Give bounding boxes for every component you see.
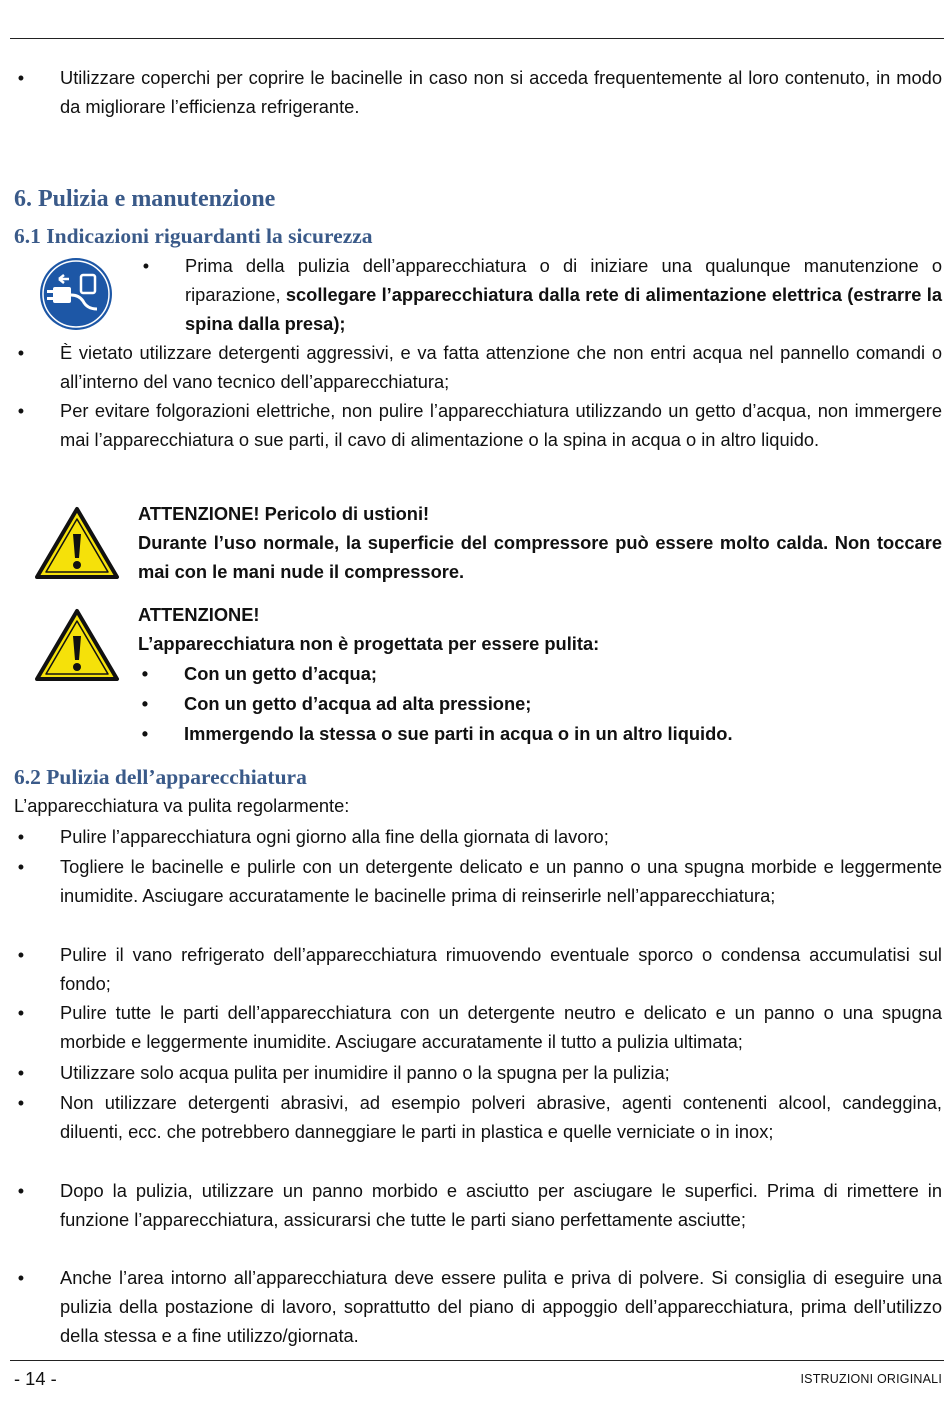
bullet-dot: •: [17, 1267, 25, 1288]
bullet-dot: •: [141, 723, 149, 744]
list-item: [14, 1263, 942, 1350]
bullet-dot: •: [17, 1002, 25, 1023]
list-item: [14, 822, 942, 851]
warning-box: [138, 499, 942, 586]
warning-triangle-icon: [34, 506, 120, 580]
warning-triangle-icon: [34, 608, 120, 682]
text-bold: scollegare l’apparecchiatura dalla rete di alimentazione elettrica (estrarre la spina dalla presa);: [185, 284, 942, 334]
subsection-title: 6.2 Pulizia dell’apparecchiatura: [14, 765, 307, 789]
list-item-text: È vietato utilizzare detergenti aggressivi, e va fatta attenzione che non entri acqua nel pannello comandi o all’interno del vano tecnico dell’apparecchiatura;: [60, 342, 942, 392]
warning-box: [138, 600, 942, 748]
warning-text: L’apparecchiatura non è progettata per essere pulita:: [138, 633, 600, 654]
warning-text: Durante l’uso normale, la superficie del compressore può essere molto calda. Non toccare mai con le mani nude il compressore.: [138, 532, 942, 582]
bullet-dot: •: [141, 663, 149, 684]
bullet-dot: •: [142, 255, 150, 276]
bullet-dot: •: [141, 693, 149, 714]
list-item: [14, 940, 942, 998]
list-item: [14, 1088, 942, 1146]
warning-title: ATTENZIONE!: [138, 604, 260, 625]
bullet-dot: •: [17, 1180, 25, 1201]
list-item: [14, 1176, 942, 1234]
list-item-text: Utilizzare solo acqua pulita per inumidire il panno o la spugna per la pulizia;: [60, 1062, 670, 1083]
bullet-dot: •: [17, 944, 25, 965]
list-item-text: Utilizzare coperchi per coprire le bacinelle in caso non si acceda frequentemente al loro contenuto, in modo da migliorare l’efficienza refrigerante.: [60, 67, 942, 117]
list-item-text: Pulire l’apparecchiatura ogni giorno alla fine della giornata di lavoro;: [60, 826, 609, 847]
footer-label: ISTRUZIONI ORIGINALI: [800, 1372, 942, 1386]
list-item-text: Pulire tutte le parti dell’apparecchiatura con un detergente neutro e delicato e un panno o una spugna morbide e leggermente inumidite. Asciugare accuratamente il tutto a pulizia ultimata;: [60, 1002, 942, 1052]
text-plain: Prima della pulizia dell’apparecchiatura o di iniziare una qualunque manutenzione o riparazione,: [185, 255, 942, 305]
list-item: [14, 63, 942, 121]
warning-list-item: [138, 719, 942, 748]
warning-title: ATTENZIONE! Pericolo di ustioni!: [138, 503, 430, 524]
page-number: - 14 -: [14, 1368, 57, 1389]
bottom-rule: [10, 1360, 944, 1361]
bullet-dot: •: [17, 826, 25, 847]
bullet-dot: •: [17, 67, 25, 88]
list-item-text: Togliere le bacinelle e pulirle con un detergente delicato e un panno o una spugna morbide e leggermente inumidite. Asciugare accuratamente le bacinelle prima di reinserirle nell’apparecchiatura;: [60, 856, 942, 906]
warning-list-item: [138, 659, 942, 688]
warning-list-item-text: Con un getto d’acqua;: [184, 663, 377, 684]
bullet-dot: •: [17, 400, 25, 421]
list-item: [14, 1058, 942, 1087]
bullet-dot: •: [17, 1062, 25, 1083]
warning-list-item-text: Con un getto d’acqua ad alta pressione;: [184, 693, 532, 714]
warning-list-item: [138, 689, 942, 718]
list-item-text: Pulire il vano refrigerato dell’apparecchiatura rimuovendo eventuale sporco o condensa accumulatisi sul fondo;: [60, 944, 942, 994]
section-title: 6. Pulizia e manutenzione: [14, 186, 276, 212]
list-item: [14, 998, 942, 1056]
list-item: [14, 338, 942, 396]
list-item-text: Anche l’area intorno all’apparecchiatura deve essere pulita e priva di polvere. Si consiglia di eseguire una pulizia della postazione di lavoro, soprattutto del piano di appoggio dell’apparecchiatura, prima dell’utilizzo della stessa e a fine utilizzo/giornata.: [60, 1267, 942, 1346]
warning-list-item-text: Immergendo la stessa o sue parti in acqua o in un altro liquido.: [184, 723, 733, 744]
bullet-dot: •: [17, 342, 25, 363]
list-item: [139, 251, 942, 338]
list-item: [14, 396, 942, 454]
list-item-text: Dopo la pulizia, utilizzare un panno morbido e asciutto per asciugare le superfici. Prima di rimettere in funzione l’apparecchiatura, assicurarsi che tutte le parti siano perfettamente asciutte;: [60, 1180, 942, 1230]
bullet-dot: •: [17, 1092, 25, 1113]
list-item: [14, 852, 942, 910]
bullet-dot: •: [17, 856, 25, 877]
list-item-text: [185, 251, 942, 338]
intro-text: L’apparecchiatura va pulita regolarmente:: [14, 795, 350, 816]
unplug-mains-icon: [39, 257, 113, 331]
top-rule: [10, 38, 944, 39]
subsection-title: 6.1 Indicazioni riguardanti la sicurezza: [14, 224, 373, 248]
list-item-text: Per evitare folgorazioni elettriche, non pulire l’apparecchiatura utilizzando un getto d’acqua, non immergere mai l’apparecchiatura o sue parti, il cavo di alimentazione o la spina in acqua o in altro liquido.: [60, 400, 942, 450]
list-item-text: Non utilizzare detergenti abrasivi, ad esempio polveri abrasive, agenti contenenti alcool, candeggina, diluenti, ecc. che potrebbero danneggiare le parti in plastica e quelle verniciate o in inox;: [60, 1092, 942, 1142]
